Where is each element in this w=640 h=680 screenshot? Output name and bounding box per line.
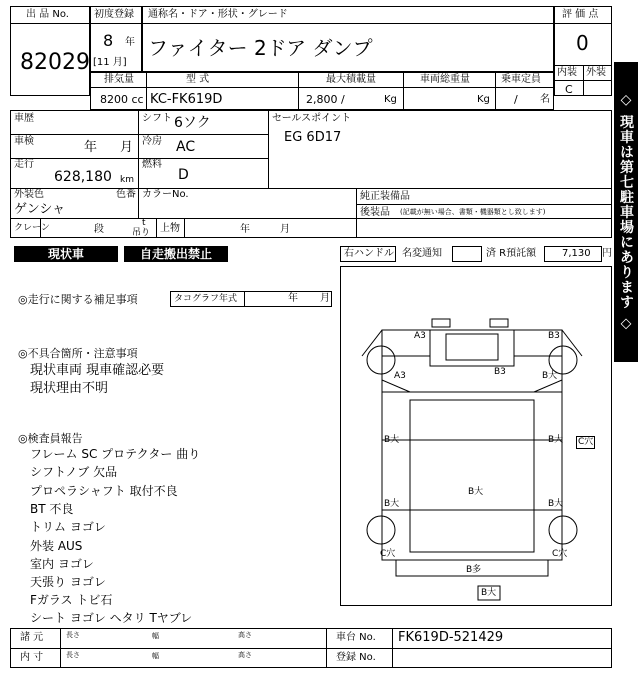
- chassis-label: 車台 No.: [336, 632, 376, 643]
- max-load-label: 最大積載量: [326, 74, 376, 85]
- defect-line: 現状車両 現車確認必要: [30, 363, 165, 378]
- inspector-line: 天張り ヨゴレ: [30, 575, 106, 589]
- registration-number-label: 登録 No.: [336, 652, 376, 663]
- exterior-color: ゲンシャ: [14, 202, 66, 217]
- upper-body-label: 上物: [160, 223, 180, 234]
- mileage-label: 走行: [14, 159, 34, 170]
- inspector-line: 室内 ヨゴレ: [30, 557, 94, 571]
- damage-label: A3: [394, 371, 406, 381]
- location-banner: ◇ 現車は第七駐車場にあります ◇: [614, 62, 638, 362]
- inspector-line: トリム ヨゴレ: [30, 520, 106, 534]
- model-code: KC-FK619D: [150, 92, 223, 107]
- color-number-label: 色番: [116, 189, 136, 200]
- aircon-value: AC: [176, 139, 196, 155]
- max-load-unit: Kg: [384, 94, 397, 105]
- defect-line: 現状理由不明: [30, 381, 109, 396]
- as-is-badge: 現状車: [14, 246, 118, 262]
- aftermarket-note: (記載が無い場合、書類・機器類とし致します): [400, 208, 546, 216]
- crane-stage: 段: [94, 224, 104, 235]
- damage-label: B大: [548, 435, 564, 445]
- mileage-unit: km: [120, 175, 134, 185]
- length-label: 長さ: [66, 651, 80, 659]
- interior-grade: C: [565, 83, 573, 96]
- fuel-label: 燃料: [142, 159, 162, 170]
- inspector-line: 外装 AUS: [30, 539, 83, 553]
- damage-label: B3: [494, 367, 506, 377]
- chassis-number: FK619D-521429: [398, 630, 504, 645]
- capacity-separator: /: [514, 93, 518, 106]
- fuel-value: D: [178, 167, 189, 183]
- damage-label: B大: [468, 487, 484, 497]
- registration-month: [11 月]: [93, 57, 127, 68]
- damage-label: B大: [384, 499, 400, 509]
- damage-label: C穴: [380, 549, 396, 559]
- damage-label: C穴: [552, 549, 568, 559]
- score-label: 評 価 点: [562, 9, 599, 20]
- specs-label: 諸 元: [20, 632, 44, 643]
- recycle-unit: 円: [602, 248, 612, 259]
- shift-value: 6ソク: [174, 115, 211, 131]
- damage-label: B大: [542, 371, 558, 381]
- name-change-box: [452, 246, 482, 262]
- sales-point-label: セールスポイント: [272, 113, 352, 124]
- shaken-label: 車検: [14, 136, 34, 147]
- registration-year: 8: [103, 31, 114, 50]
- inspector-line: プロペラシャフト 取付不良: [30, 484, 178, 498]
- lot-number: 82029: [20, 50, 90, 75]
- exterior-color-label: 外装色: [14, 189, 44, 200]
- width-label: 幅: [152, 632, 159, 640]
- aircon-label: 冷房: [142, 136, 162, 147]
- lot-number-label: 出 品 No.: [26, 9, 69, 20]
- damage-label: B多: [466, 565, 482, 575]
- damage-label: A3: [414, 331, 426, 341]
- inspector-line: Fガラス トビ石: [30, 593, 113, 607]
- max-load: 2,800 /: [306, 93, 345, 106]
- name-change-label: 名変通知: [402, 248, 442, 259]
- first-registration-label: 初度登録: [94, 9, 134, 20]
- damage-label: B大: [384, 435, 400, 445]
- inner-dim-label: 内 寸: [20, 652, 44, 663]
- inspector-label: ◎検査員報告: [18, 432, 83, 445]
- damage-label: B大: [548, 499, 564, 509]
- recycle-label: 済 R預託額: [486, 248, 537, 259]
- displacement: 8200 cc: [100, 93, 144, 106]
- right-hand-drive: 右ハンドル: [344, 248, 394, 259]
- score-value: 0: [576, 31, 589, 55]
- exterior-label: 外装: [586, 67, 606, 78]
- length-label: 長さ: [66, 631, 80, 639]
- registration-year-unit: 年: [125, 37, 135, 48]
- defects-label: ◎不具合箇所・注意事項: [18, 347, 138, 360]
- width-label: 幅: [152, 652, 159, 660]
- car-name: ファイター 2ドア ダンプ: [148, 36, 373, 60]
- damage-label: B3: [548, 331, 560, 341]
- no-self-drive-badge: 自走搬出禁止: [124, 246, 228, 262]
- damage-label: B大: [481, 588, 497, 598]
- tacho-label: タコグラフ年式: [174, 294, 238, 304]
- genuine-equipment-label: 純正装備品: [360, 191, 410, 202]
- capacity-label: 乗車定員: [501, 74, 541, 85]
- crane-hook-t: t: [142, 218, 146, 228]
- inspector-line: BT 不良: [30, 502, 74, 516]
- recycle-amount: 7,130: [562, 248, 591, 259]
- damage-label: C穴: [578, 437, 594, 447]
- shift-label: シフト: [142, 113, 172, 124]
- shaken-month-unit: 月: [120, 140, 134, 155]
- height-label: 高さ: [238, 631, 252, 639]
- model-label: 型 式: [186, 74, 210, 85]
- color-number2-label: カラーNo.: [142, 189, 189, 200]
- crane-hook: 吊り: [132, 228, 151, 238]
- displacement-label: 排気量: [104, 74, 134, 85]
- car-name-label: 通称名・ドア・形状・グレード: [148, 9, 288, 20]
- interior-label: 内装: [557, 67, 577, 78]
- inspector-line: シフトノブ 欠品: [30, 465, 118, 479]
- tacho-year: 年: [288, 293, 298, 304]
- history-label: 車歴: [14, 113, 34, 124]
- supplement-label: ◎走行に関する補足事項: [18, 293, 138, 306]
- gross-weight-unit: Kg: [477, 94, 490, 105]
- mileage: 628,180: [54, 169, 112, 185]
- upper-body-year: 年: [240, 224, 250, 235]
- crane-label: クレーン: [14, 223, 50, 233]
- height-label: 高さ: [238, 651, 252, 659]
- capacity-unit: 名: [540, 94, 550, 105]
- inspector-line: シート ヨゴレ ヘタリ Tヤブレ: [30, 611, 193, 625]
- shaken-year-unit: 年: [84, 140, 98, 155]
- sales-point: EG 6D17: [284, 130, 342, 145]
- inspector-line: フレーム SC プロテクター 曲り: [30, 447, 201, 461]
- aftermarket-label: 後装品: [360, 207, 390, 218]
- gross-weight-label: 車両総重量: [420, 74, 470, 85]
- upper-body-month: 月: [280, 224, 290, 235]
- tacho-month: 月: [320, 293, 330, 304]
